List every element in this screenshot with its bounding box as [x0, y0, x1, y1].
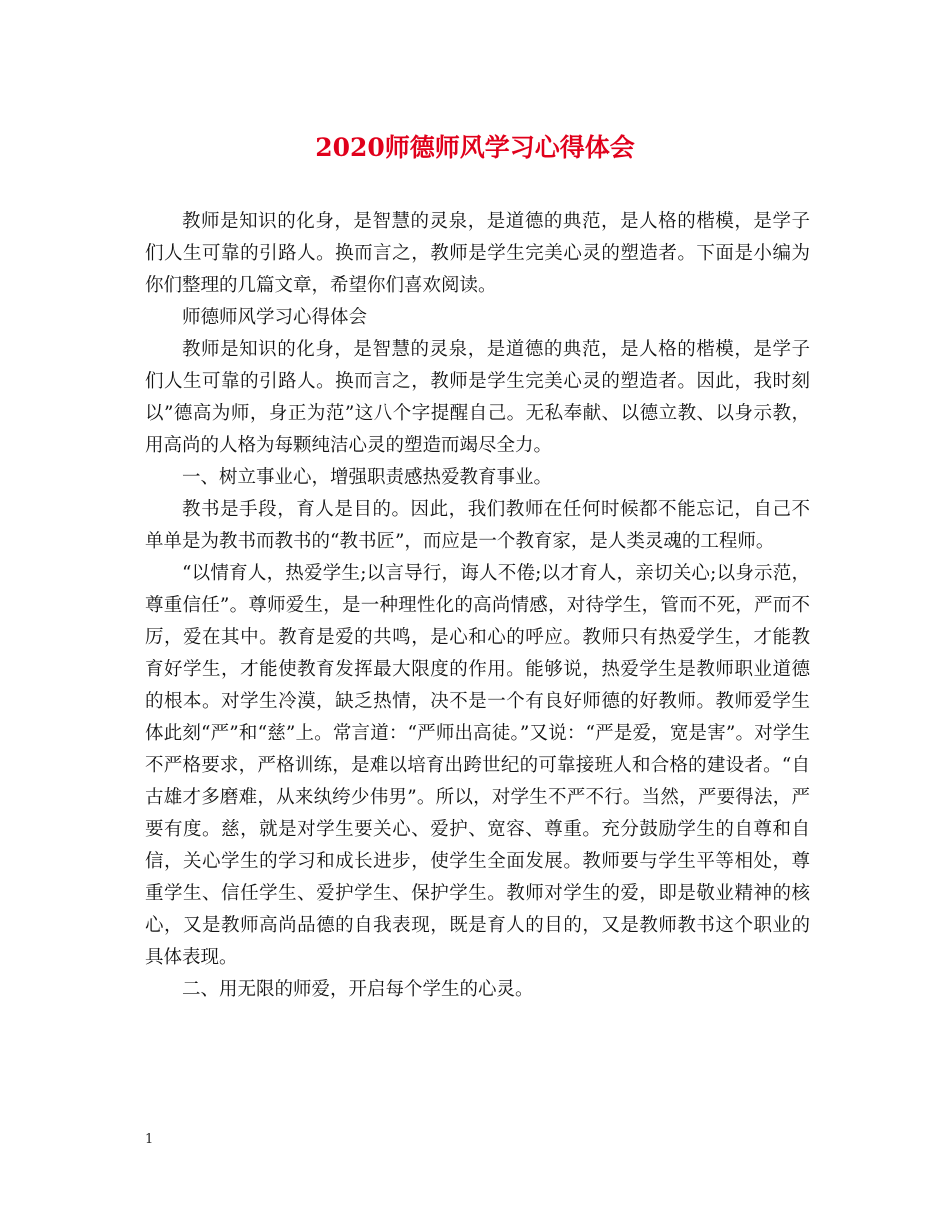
document-title: 2020师德师风学习心得体会 — [315, 133, 635, 162]
body-paragraph: 教书是手段，育人是目的。因此，我们教师在任何时候都不能忘记，自己不单单是为教书而教书的“教书匠”，而应是一个教育家，是人类灵魂的工程师。 — [145, 499, 810, 552]
section-heading: 师德师风学习心得体会 — [182, 307, 368, 328]
body-paragraph: “以情育人，热爱学生;以言导行，诲人不倦;以才育人，亲切关心;以身示范，尊重信任”。尊师爱生，是一种理性化的高尚情感，对待学生，管而不死，严而不厉，爱在其中。教育是爱的共鸣，是心和心的呼应。教师只有热爱学生，才能教育好学生，才能使教育发挥最大限度的作用。能够说，热爱学生是教师职业道德的根本。对学生冷漠，缺乏热情，决不是一个有良好师德的好教师。教师爱学生体此刻“严”和“慈”上。常言道：“严师出高徒。”又说：“严是爱，宽是害”。对学生不严格要求，严格训练，是难以培育出跨世纪的可靠接班人和合格的建设者。“自古雄才多磨难，从来纨绔少伟男”。所以，对学生不严不行。当然，严要得法，严要有度。慈，就是对学生要关心、爱护、宽容、尊重。充分鼓励学生的自尊和自信，关心学生的学习和成长进步，使学生全面发展。教师要与学生平等相处，尊重学生、信任学生、爱护学生、保护学生。教师对学生的爱，即是敬业精神的核心，又是教师高尚品德的自我表现，既是育人的目的，又是教师教书这个职业的具体表现。 — [145, 563, 810, 968]
body-paragraph: 教师是知识的化身，是智慧的灵泉，是道德的典范，是人格的楷模，是学子们人生可靠的引路人。换而言之，教师是学生完美心灵的塑造者。因此，我时刻以”德高为师，身正为范”这八个字提醒自己。无私奉献、以德立教、以身示教，用高尚的人格为每颗纯洁心灵的塑造而竭尽全力。 — [145, 339, 810, 456]
page-number: 1 — [145, 1132, 154, 1147]
document-body — [145, 206, 810, 1006]
section-heading-one: 一、树立事业心，增强职责感热爱教育事业。 — [182, 467, 553, 488]
section-heading-two: 二、用无限的师爱，开启每个学生的心灵。 — [182, 979, 534, 1000]
intro-paragraph: 教师是知识的化身，是智慧的灵泉，是道德的典范，是人格的楷模，是学子们人生可靠的引路人。换而言之，教师是学生完美心灵的塑造者。下面是小编为你们整理的几篇文章，希望你们喜欢阅读。 — [145, 211, 810, 296]
